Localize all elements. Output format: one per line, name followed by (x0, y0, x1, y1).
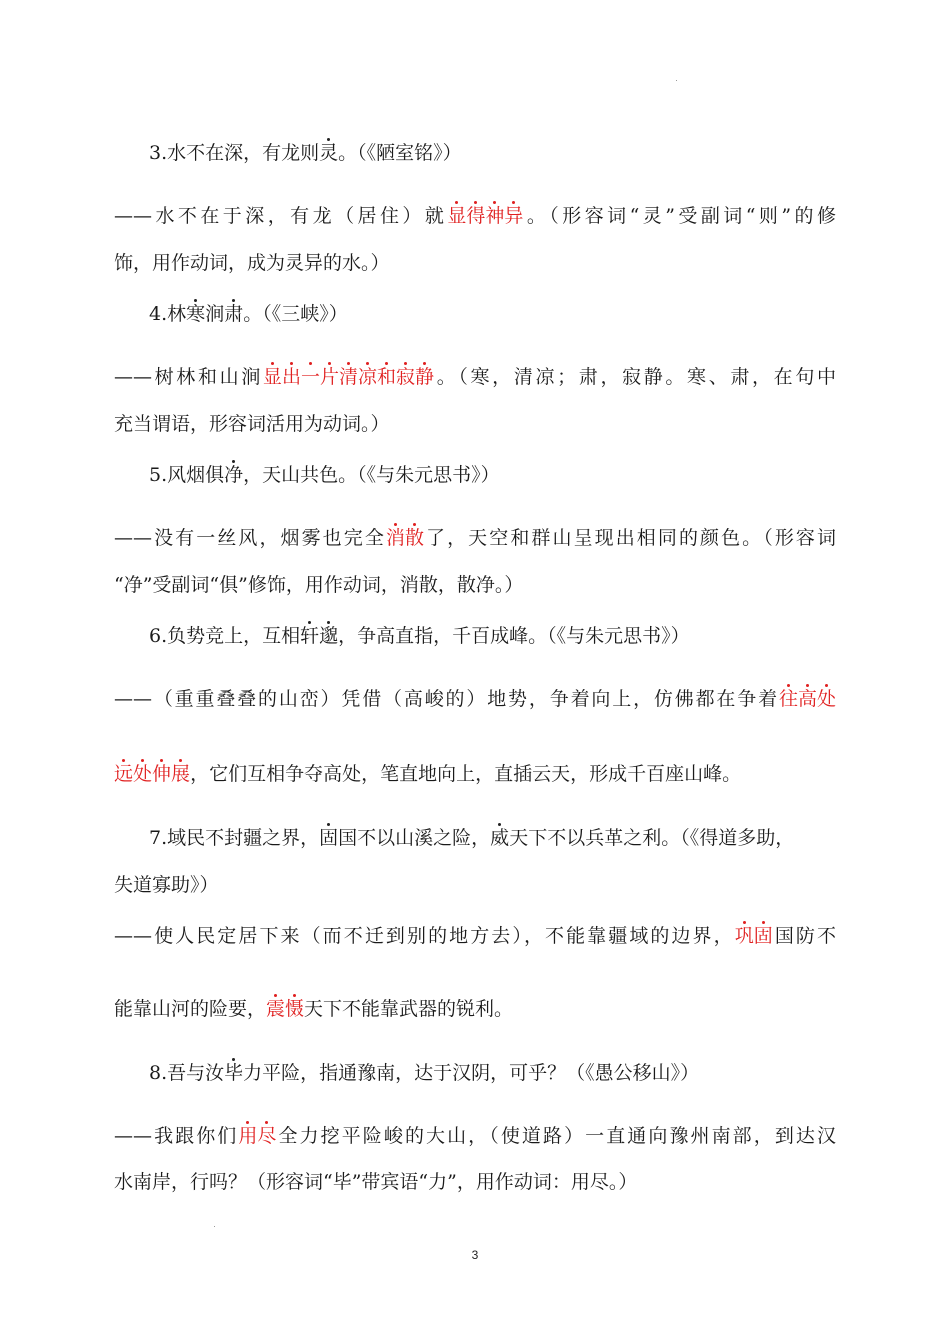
emphasis-char: 显 (447, 205, 467, 227)
translation-7: ——使人民定居下来（而不迁到别的地方去），不能靠疆域的边界，巩固国防不 (114, 925, 836, 947)
highlight (447, 205, 523, 227)
source-sentence-7: 7.域民不封疆之界，固国不以山溪之险，威天下不以兵革之利。（《得道多助， (149, 827, 795, 849)
highlight (114, 763, 190, 785)
emphasis-char: 清 (338, 366, 358, 388)
emphasis-char: 散 (404, 527, 424, 549)
emphasis-char: 远 (114, 763, 134, 785)
source-sentence-3: 3.水不在深，有龙则灵。（《陋室铭》） (149, 142, 462, 164)
translation-8: ——我跟你们用尽全力挖平险峻的大山，（使道路）一直通向豫州南部，到达汉 (114, 1125, 836, 1147)
emphasis-char: 寂 (396, 366, 416, 388)
emphasis-char: 显 (262, 366, 282, 388)
speck (676, 80, 677, 81)
emphasis-char: 异 (504, 205, 524, 227)
emphasis-char: 和 (377, 366, 397, 388)
translation-3-cont: 饰，用作动词，成为灵异的水。） (114, 252, 390, 274)
highlight (735, 925, 773, 947)
emphasis-char: 巩 (734, 925, 754, 947)
emphasis-char: 固 (753, 925, 773, 947)
translation-8-cont: 水南岸，行吗？（形容词“毕”带宾语“力”，用作动词：用尽。） (114, 1171, 638, 1193)
emphasis-char: 轩 (300, 625, 320, 647)
emphasis-char: 慑 (285, 998, 305, 1020)
emphasis-char: 静 (415, 366, 435, 388)
translation-6-cont: 远处伸展，它们互相争夺高处，笔直地向上，直插云天，形成千百座山峰。 (114, 763, 742, 785)
source-sentence-5: 5.风烟俱净，天山共色。（《与朱元思书》） (149, 464, 500, 486)
emphasis-char: 展 (171, 763, 191, 785)
translation-6: ——（重重叠叠的山峦）凭借（高峻的）地势，争着向上，仿佛都在争着往高处 (114, 688, 836, 710)
highlight (266, 998, 304, 1020)
emphasis-char: 用 (238, 1125, 258, 1147)
emphasis-char: 往 (778, 688, 798, 710)
translation-3: ——水不在于深，有龙（居住）就显得神异。（形容词“灵”受副词“则”的修 (114, 205, 836, 227)
emphasis-char: 神 (485, 205, 505, 227)
emphasis-char: 伸 (152, 763, 172, 785)
emphasis-char: 尽 (257, 1125, 277, 1147)
translation-7-cont: 能靠山河的险要，震慑天下不能靠武器的锐利。 (114, 998, 514, 1020)
emphasis-char: 片 (319, 366, 339, 388)
emphasis-char: 消 (385, 527, 405, 549)
translation-5-cont: “净”受副词“俱”修饰，用作动词，消散，散净。） (114, 574, 524, 596)
highlight (779, 688, 836, 710)
emphasis-char: 处 (133, 763, 153, 785)
source-sentence-8: 8.吾与汝毕力平险，指通豫南，达于汉阴，可乎？（《愚公移山》） (149, 1062, 700, 1084)
emphasis-char: 邈 (319, 625, 339, 647)
speck (214, 1226, 215, 1227)
source-sentence-6: 6.负势竞上，互相轩邈，争高直指，千百成峰。（《与朱元思书》） (149, 625, 690, 647)
translation-4-cont: 充当谓语，形容词活用为动词。） (114, 413, 390, 435)
emphasis-char: 凉 (358, 366, 378, 388)
translation-5: ——没有一丝风，烟雾也完全消散了，天空和群山呈现出相同的颜色。（形容词 (114, 527, 836, 549)
highlight (238, 1125, 276, 1147)
source-sentence-4: 4.林寒涧肃。（《三峡》） (149, 303, 348, 325)
emphasis-char: 处 (816, 688, 836, 710)
highlight (263, 366, 434, 388)
highlight (386, 527, 424, 549)
source-sentence-7-cont: 失道寡助》） (114, 874, 219, 896)
emphasis-char: 震 (266, 998, 286, 1020)
emphasis-char: 得 (466, 205, 486, 227)
emphasis-char: 高 (797, 688, 817, 710)
emphasis-char: 出 (281, 366, 301, 388)
translation-4: ——树林和山涧显出一片清凉和寂静。（寒，清凉；肃，寂静。寒、肃，在句中 (114, 366, 836, 388)
emphasis-char: 一 (300, 366, 320, 388)
page-number: 3 (471, 1248, 479, 1262)
